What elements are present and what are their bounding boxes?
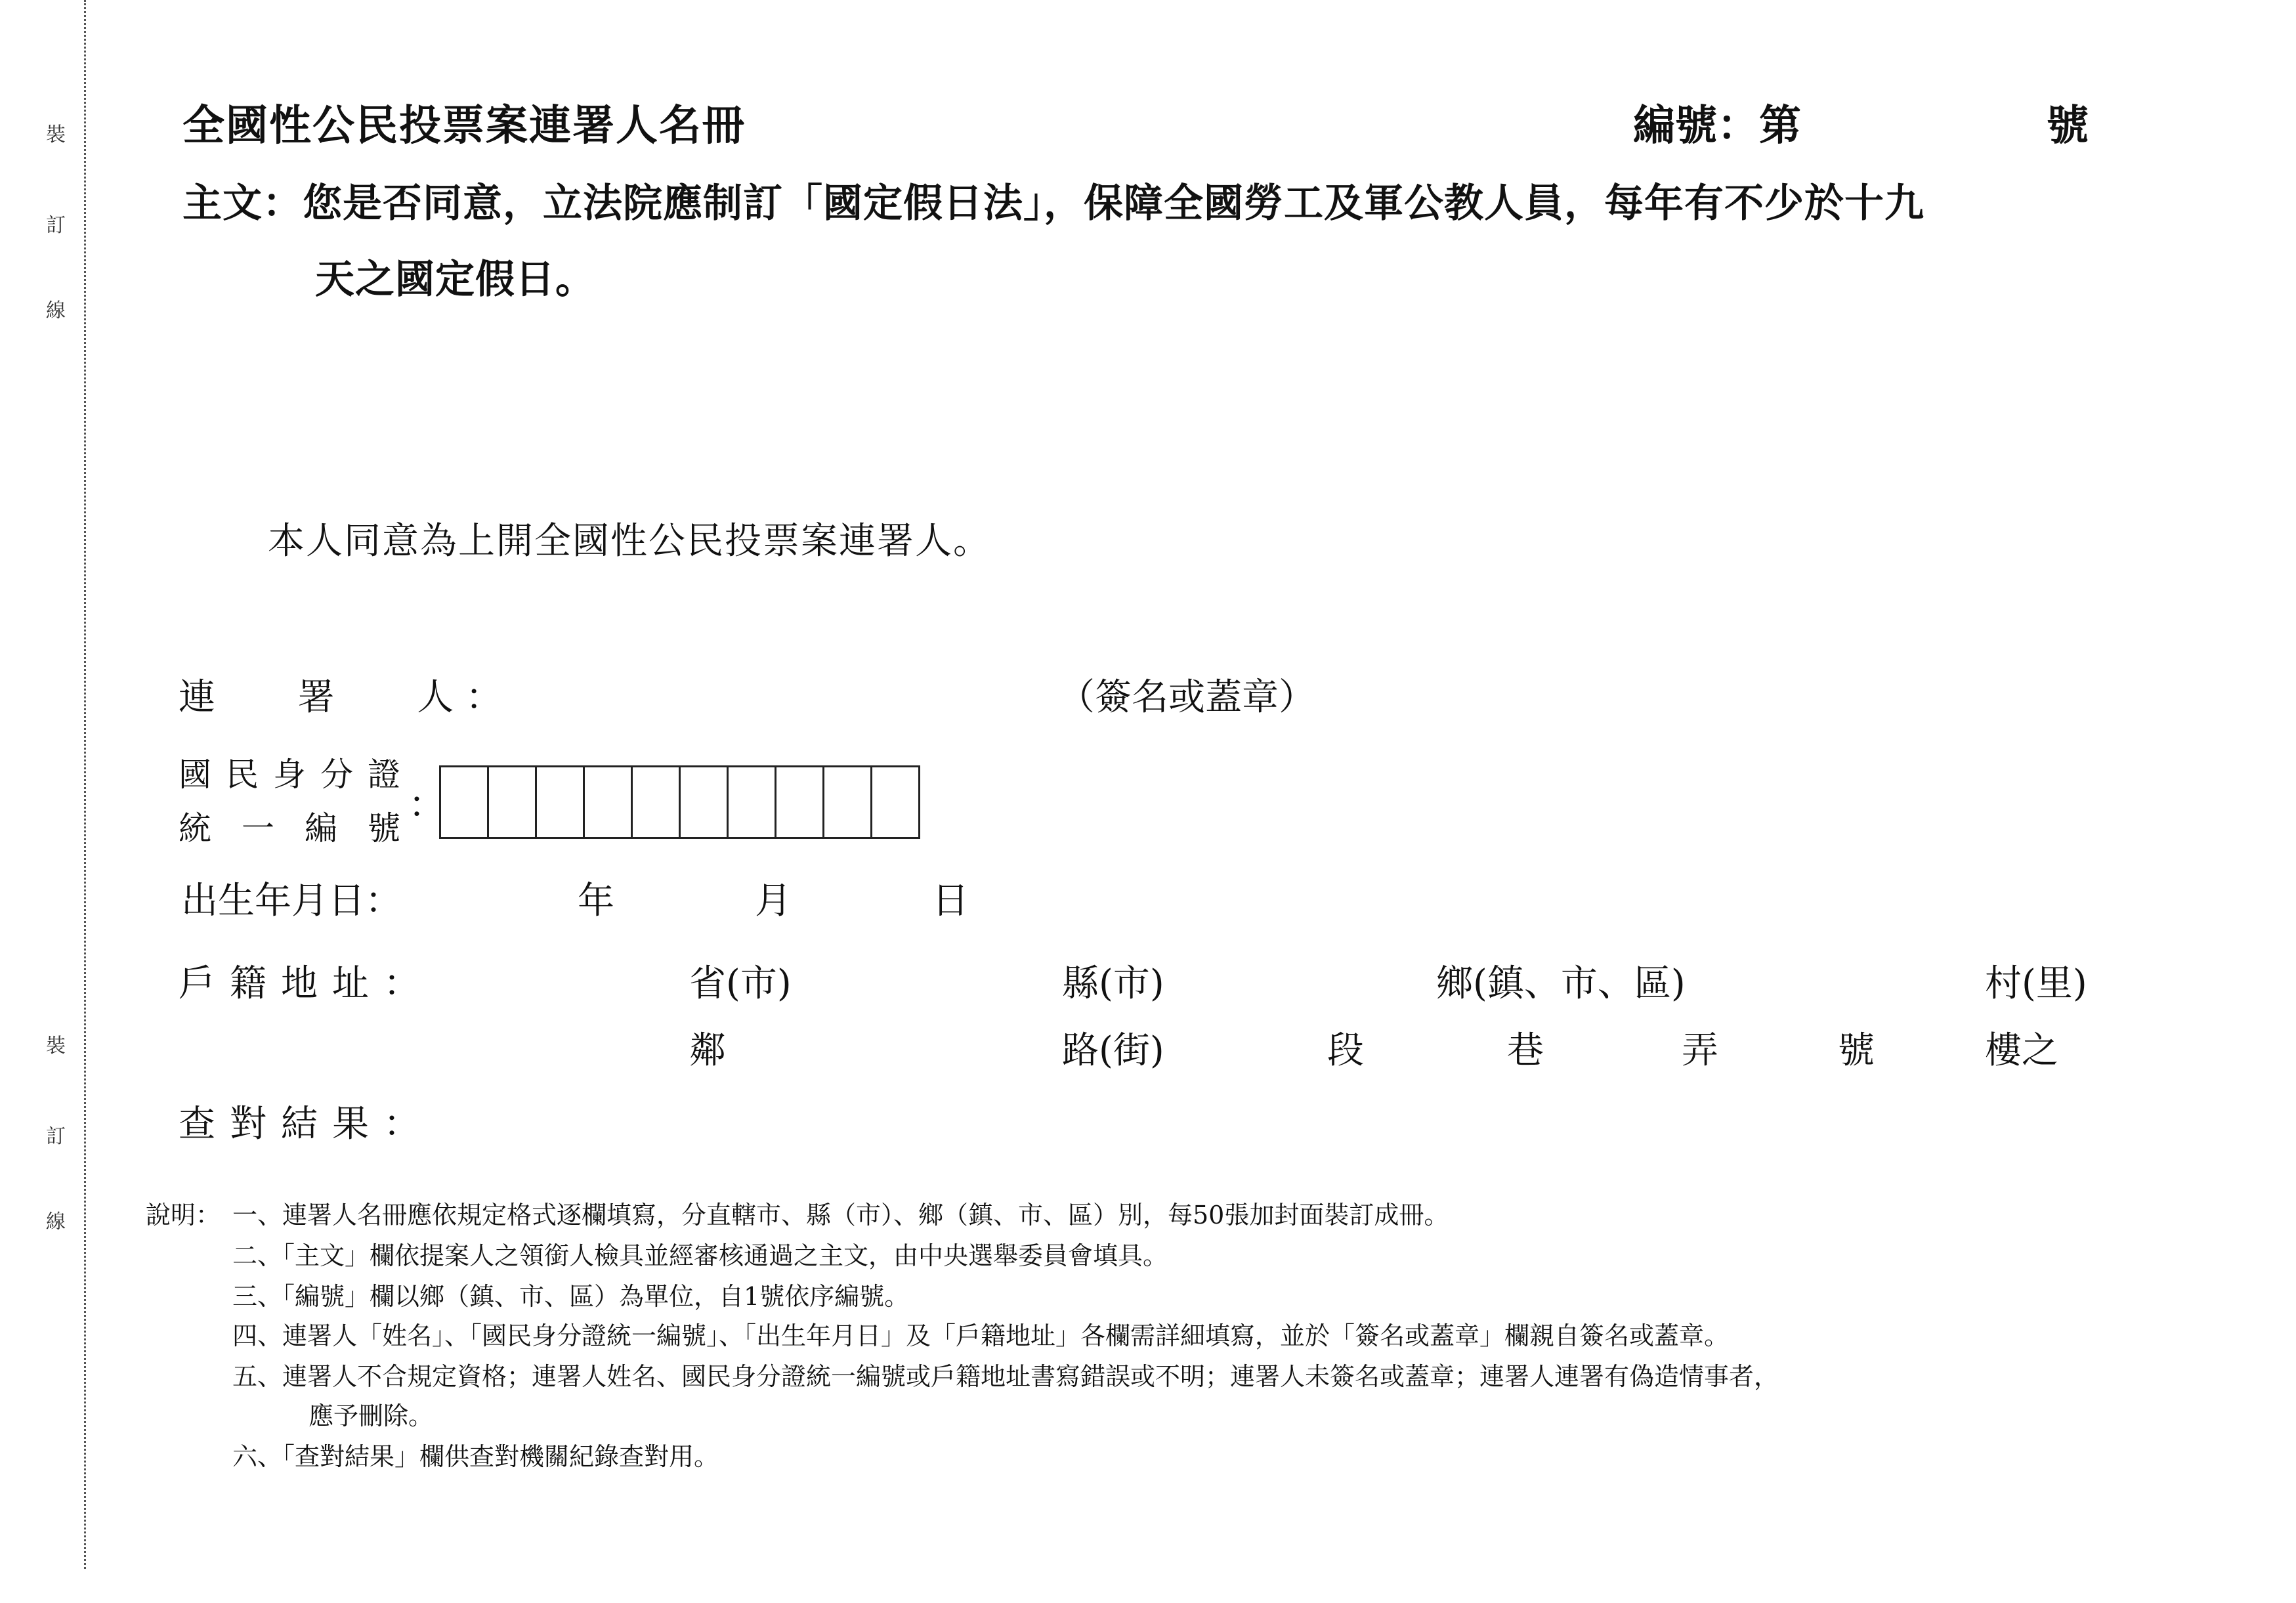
note-item: 五、連署人不合規定資格；連署人姓名、國民身分證統一編號或戶籍地址書寫錯誤或不明；連署人未簽名或蓋章；連署人連署有偽造情事者， xyxy=(232,1362,1779,1391)
note-item: 三、「編號」欄以鄉（鎮、市、區）為單位，自1號依序編號。 xyxy=(232,1282,910,1311)
id-number-boxes[interactable] xyxy=(441,765,920,839)
binding-char: 線 xyxy=(46,1210,66,1233)
note-item-continuation: 應予刪除。 xyxy=(308,1401,434,1430)
id-digit-box[interactable] xyxy=(439,765,489,839)
address-section: 段 xyxy=(1327,1029,1364,1072)
birth-date-label: 出生年月日： xyxy=(181,880,402,922)
address-township: 鄉(鎮、市、區) xyxy=(1436,962,1686,1005)
id-digit-box[interactable] xyxy=(679,765,729,839)
main-text-line2: 天之國定假日。 xyxy=(315,257,595,303)
id-label-line2: 統一編號 xyxy=(179,809,431,847)
id-digit-box[interactable] xyxy=(631,765,681,839)
address-floor: 樓之 xyxy=(1985,1029,2058,1072)
binding-char: 裝 xyxy=(46,123,66,146)
id-digit-box[interactable] xyxy=(727,765,776,839)
serial-number-label: 編號：第 xyxy=(1633,101,1801,150)
note-item: 一、連署人名冊應依規定格式逐欄填寫，分直轄市、縣（市）、鄉（鎮、市、區）別，每50張加封面裝訂成冊。 xyxy=(232,1201,1449,1229)
address-county: 縣(市) xyxy=(1062,962,1164,1005)
id-digit-box[interactable] xyxy=(487,765,537,839)
binding-char: 裝 xyxy=(46,1035,66,1058)
id-digit-box[interactable] xyxy=(822,765,872,839)
binding-char: 線 xyxy=(46,299,66,322)
address-province: 省(市) xyxy=(689,962,792,1005)
signer-label xyxy=(179,668,502,721)
binding-char: 訂 xyxy=(46,214,66,237)
address-label: 戶籍地址： xyxy=(179,962,435,1005)
binding-line xyxy=(84,0,86,1569)
id-digit-box[interactable] xyxy=(775,765,824,839)
address-lane: 巷 xyxy=(1507,1029,1544,1072)
note-item: 四、連署人「姓名」、「國民身分證統一編號」、「出生年月日」及「戶籍地址」各欄需詳細填寫，並於「簽名或蓋章」欄親自簽名或蓋章。 xyxy=(232,1321,1730,1350)
main-text-line1: 主文：您是否同意，立法院應制訂「國定假日法」，保障全國勞工及軍公教人員，每年有不少於十九 xyxy=(182,181,1924,226)
note-item: 六、「查對結果」欄供查對機關紀錄查對用。 xyxy=(232,1442,719,1471)
address-alley: 弄 xyxy=(1682,1029,1718,1072)
address-neighborhood: 鄰 xyxy=(689,1029,726,1072)
signer-label-char: 連 xyxy=(179,676,215,719)
verification-result-label: 查對結果： xyxy=(179,1103,435,1145)
address-number: 號 xyxy=(1838,1029,1875,1072)
signer-label-char: 署 xyxy=(297,676,335,719)
address-village: 村(里) xyxy=(1985,962,2087,1005)
id-digit-box[interactable] xyxy=(535,765,585,839)
consent-statement: 本人同意為上開全國性公民投票案連署人。 xyxy=(268,520,991,563)
birth-day-label: 日 xyxy=(932,880,969,922)
binding-char: 訂 xyxy=(46,1125,66,1148)
id-label-line1: 國民身分證 xyxy=(179,756,415,794)
signer-label-char: 人 xyxy=(417,676,454,719)
birth-month-label: 月 xyxy=(755,880,792,922)
colon: ： xyxy=(408,784,445,826)
colon: ： xyxy=(465,676,503,719)
notes-prefix: 說明： xyxy=(146,1201,221,1229)
signature-hint: （簽名或蓋章） xyxy=(1058,676,1315,719)
note-item: 二、「主文」欄依提案人之領銜人檢具並經審核通過之主文，由中央選舉委員會填具。 xyxy=(232,1241,1168,1270)
serial-number-suffix: 號 xyxy=(2047,101,2089,150)
id-digit-box[interactable] xyxy=(870,765,920,839)
address-road: 路(街) xyxy=(1062,1029,1164,1072)
birth-year-label: 年 xyxy=(578,880,614,922)
form-title: 全國性公民投票案連署人名冊 xyxy=(182,101,746,150)
id-digit-box[interactable] xyxy=(583,765,633,839)
